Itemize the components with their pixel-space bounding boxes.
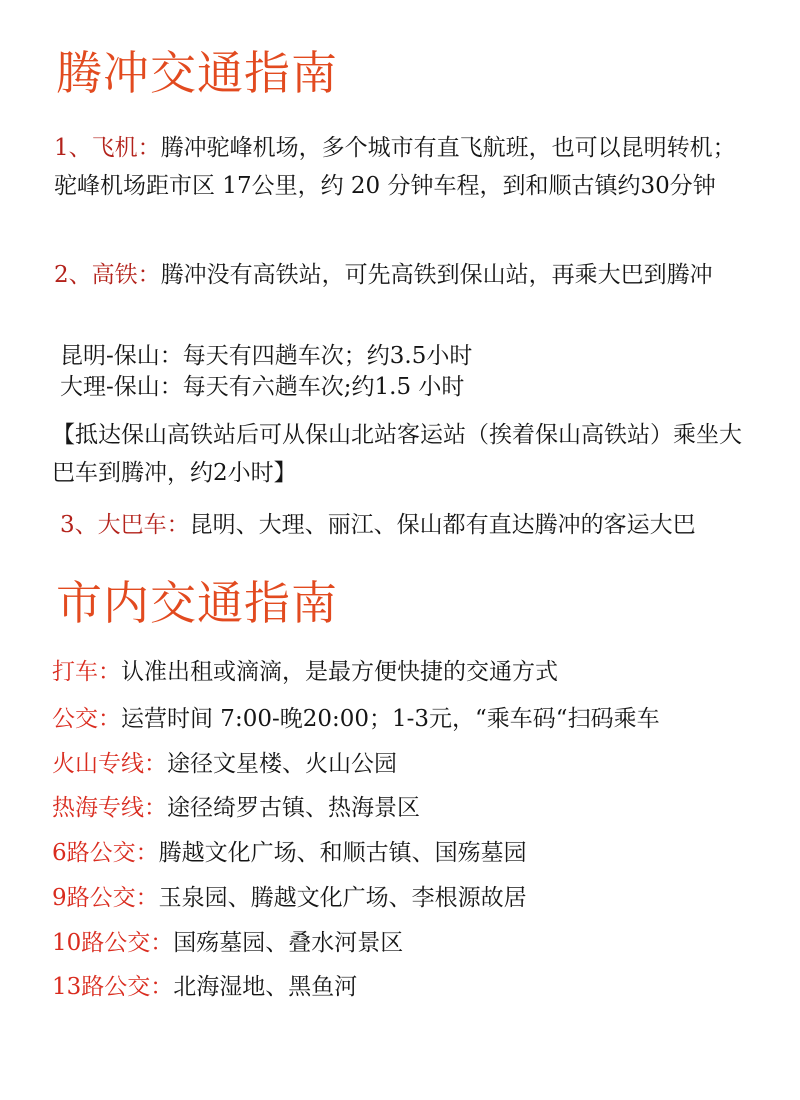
list-item-taxi (52, 653, 558, 691)
bus-10-label: 10路公交： (52, 930, 174, 956)
hotsea-line-text: 途径绮罗古镇、热海景区 (167, 795, 420, 821)
taxi-text: 认准出租或滴滴，是最方便快捷的交通方式 (121, 659, 558, 685)
rail-note: 【抵达保山高铁站后可从保山北站客运站（挨着保山高铁站）乘坐大巴车到腾冲，约2小时】 (52, 422, 742, 486)
bus-9-label: 9路公交： (52, 885, 159, 911)
bus-13-label: 13路公交： (52, 974, 174, 1000)
route-kunming-baoshan: 昆明-保山：每天有四趟车次；约3.5小时 (60, 343, 473, 369)
list-item-bus-13 (52, 968, 357, 1006)
taxi-label: 打车： (52, 659, 121, 685)
section2-title: 市内交通指南 (56, 576, 338, 630)
bus-text: 昆明、大理、丽江、保山都有直达腾冲的客运大巴 (189, 512, 696, 538)
bus-paragraph (60, 506, 696, 544)
bus-6-label: 6路公交： (52, 840, 159, 866)
list-item-bus (52, 700, 660, 738)
bus-6-text: 腾越文化广场、和顺古镇、国殇墓园 (158, 840, 527, 866)
list-item-volcano-line (52, 745, 397, 783)
list-item-hotsea-line (52, 789, 420, 827)
volcano-line-text: 途径文星楼、火山公园 (167, 751, 397, 777)
list-item-bus-10 (52, 924, 403, 962)
route-dali-baoshan: 大理-保山：每天有六趟车次;约1.5 小时 (60, 374, 465, 400)
hotsea-line-label: 热海专线： (52, 795, 167, 821)
rail-text: 腾冲没有高铁站，可先高铁到保山站，再乘大巴到腾冲 (160, 262, 713, 288)
flight-paragraph (54, 129, 754, 205)
section1-title: 腾冲交通指南 (56, 46, 338, 100)
volcano-line-label: 火山专线： (52, 751, 167, 777)
flight-label: 1、飞机： (54, 135, 161, 161)
bus-10-text: 国殇墓园、叠水河景区 (173, 930, 404, 956)
public-bus-label: 公交： (52, 706, 121, 732)
bus-label: 3、大巴车： (60, 512, 190, 538)
flight-text: 腾冲驼峰机场，多个城市有直飞航班，也可以昆明转机； 驼峰机场距市区 17公里，约 20 分钟车程，到和顺古镇约30分钟 (54, 135, 736, 199)
list-item-bus-6 (52, 834, 527, 872)
list-item-bus-9 (52, 879, 527, 917)
public-bus-text: 运营时间 7:00-晚20:00；1-3元，“乘车码“扫码乘车 (121, 706, 660, 732)
bus-9-text: 玉泉园、腾越文化广场、李根源故居 (158, 885, 527, 911)
rail-label: 2、高铁： (54, 262, 161, 288)
bus-13-text: 北海湿地、黑鱼河 (173, 974, 358, 1000)
rail-paragraph (54, 256, 754, 294)
